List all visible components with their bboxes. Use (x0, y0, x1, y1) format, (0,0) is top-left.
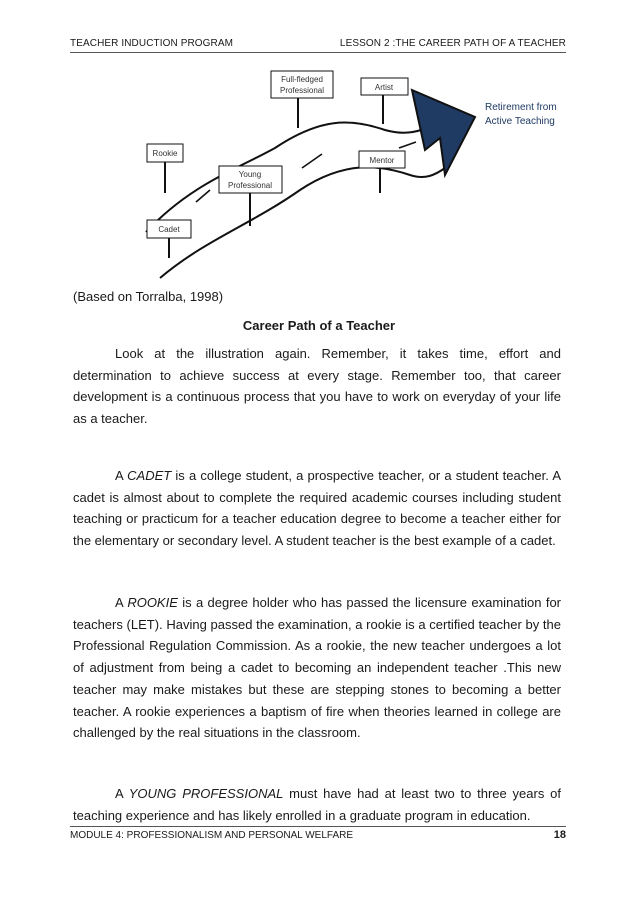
term-rookie: ROOKIE (127, 595, 178, 610)
young-label-2: Professional (227, 181, 273, 190)
stage-box-artist (361, 78, 408, 95)
page-header (70, 38, 566, 53)
stage-box-cadet (147, 220, 191, 238)
citation: (Based on Torralba, 1998) (73, 289, 224, 304)
full-label-2: Professional (279, 86, 325, 95)
paragraph-intro (73, 343, 561, 430)
paragraph-cadet-lead: A (115, 468, 128, 483)
stage-box-mentor (359, 151, 405, 168)
paragraph-cadet (73, 465, 561, 552)
young-label-1: Young (238, 170, 262, 179)
paragraph-intro-text: Look at the illustration again. Remember, it takes time, effort and determination to achieve success at every stage. Remember too, that career development is a continuous process that you have to work on everyday of your life as a teacher. (73, 346, 561, 427)
stage-box-full-fledged-professional (271, 71, 333, 98)
retirement-label-1: Retirement from (485, 102, 557, 113)
career-path-diagram (0, 60, 638, 285)
paragraph-young-professional (73, 783, 561, 826)
stage-box-rookie (147, 144, 183, 162)
paragraph-young-text: must have had at least two to three years of teaching experience and has likely enrolled in a graduate program in education. (73, 786, 561, 823)
header-program: TEACHER INDUCTION PROGRAM (70, 38, 234, 49)
stage-box-young-professional (219, 166, 282, 193)
retirement-label-2: Active Teaching (485, 116, 555, 127)
artist-label: Artist (374, 83, 394, 92)
full-label-1: Full-fledged (281, 75, 323, 84)
mentor-label: Mentor (369, 156, 395, 165)
paragraph-rookie (73, 592, 561, 744)
paragraph-cadet-text: is a college student, a prospective teacher, or a student teacher. A cadet is almost about to complete the required academic courses including student teaching or practicum for a teacher education degree to become a teacher either for the elementary or secondary level. A student teacher is the best example of a cadet. (73, 468, 561, 549)
road-lower-edge (160, 167, 445, 278)
paragraph-rookie-lead: A (115, 595, 128, 610)
term-cadet: CADET (127, 468, 172, 483)
cadet-label: Cadet (158, 225, 180, 234)
term-young-professional: YOUNG PROFESSIONAL (128, 786, 284, 801)
page-footer (70, 826, 566, 843)
section-title: Career Path of a Teacher (242, 318, 396, 333)
paragraph-rookie-text: is a degree holder who has passed the licensure examination for teachers (LET). Having passed the examination, a rookie is a certified teacher by the Professional Regulation Commission. As a rookie, the new teacher undergoes a lot of adjustment from being a cadet to becoming an independent teacher .This new teacher may make mistakes but these are stepping stones to becoming a better teacher. A rookie experiences a baptism of fire when theories learned in college are challenged by the real situations in the classroom. (73, 595, 561, 741)
footer-module: MODULE 4: PROFESSIONALISM AND PERSONAL WELFARE (70, 830, 354, 841)
paragraph-young-lead: A (115, 786, 129, 801)
header-lesson: LESSON 2 :THE CAREER PATH OF A TEACHER (339, 38, 566, 49)
road-upper-edge (146, 110, 455, 232)
retirement-arrow (412, 90, 475, 175)
rookie-label: Rookie (152, 149, 178, 158)
page-number: 18 (553, 829, 566, 841)
